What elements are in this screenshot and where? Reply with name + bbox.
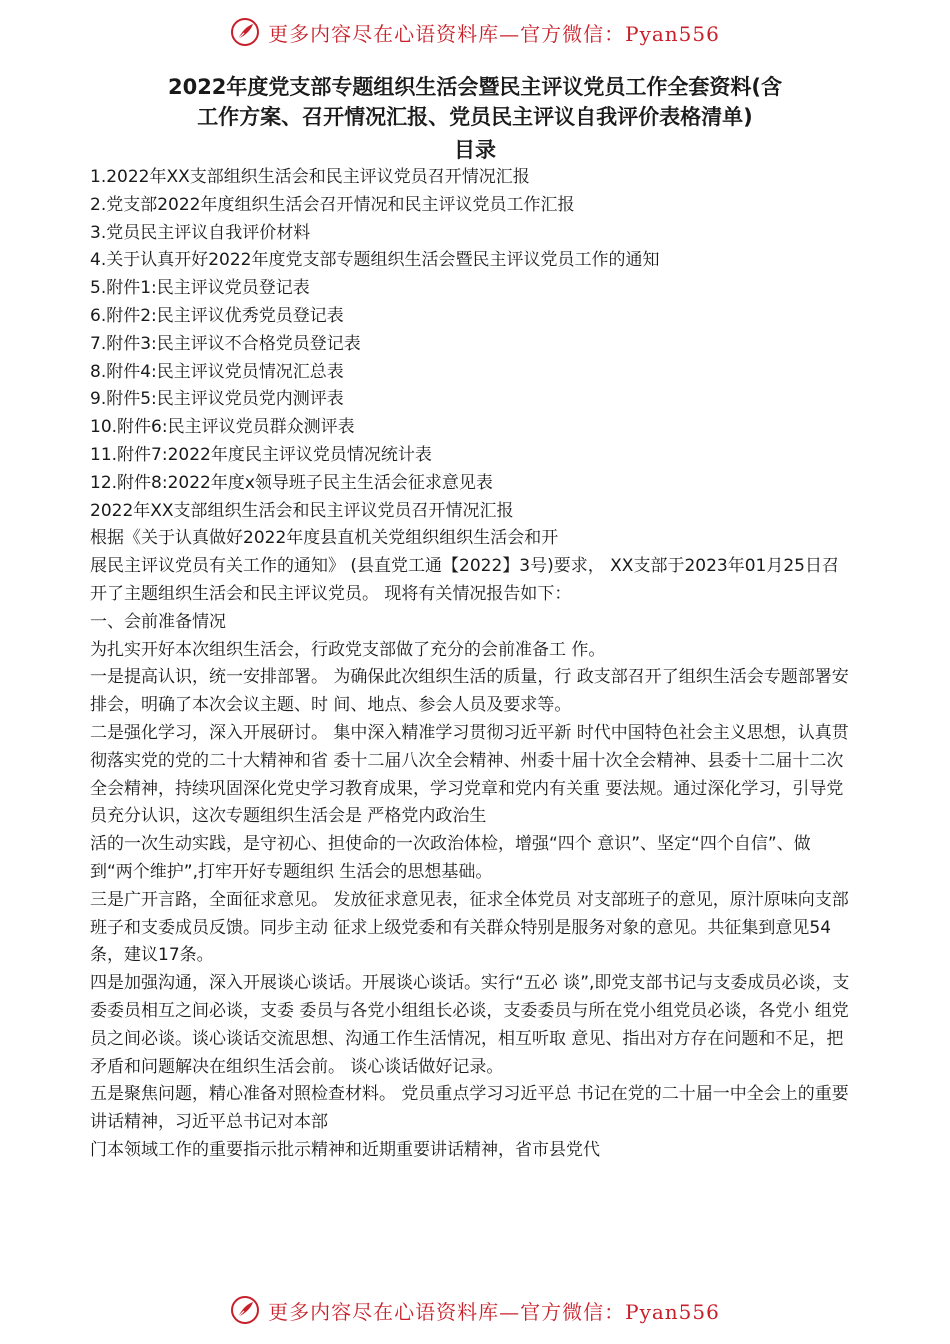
section-heading: 一、会前准备情况 bbox=[90, 611, 226, 632]
toc-item: 1.2022年XX支部组织生活会和民主评议党员召开情况汇报 bbox=[90, 167, 530, 187]
title-line-2: 工作方案、召开情况汇报、党员民主评议自我评价表格清单) bbox=[197, 105, 753, 129]
toc-item: 8.附件4:民主评议党员情况汇总表 bbox=[90, 361, 344, 382]
toc-item: 2.党支部2022年度组织生活会召开情况和民主评议党员工作汇报 bbox=[90, 194, 575, 215]
point-2-continued: 活的一次生动实践，是守初心、担使命的一次政治体检，增强“四个 意识”、坚定“四个自信”、做到“两个维护”,打牢开好专题组织 生活会的思想基础。 bbox=[90, 834, 811, 882]
point-3-paragraph: 三是广开言路，全面征求意见。 发放征求意见表，征求全体党员 对支部班子的意见，原汁原味向支部班子和支委成员反馈。同步主动 征求上级党委和有关群众特别是服务对象的意见。共征集到意见54 条，建议17条。 bbox=[90, 889, 849, 966]
toc-item: 10.附件6:民主评议党员群众测评表 bbox=[90, 417, 355, 438]
toc-item: 7.附件3:民主评议不合格党员登记表 bbox=[90, 333, 361, 354]
intro-paragraph: 展民主评议党员有关工作的通知》 (县直党工通【2022】3号)要求， XX支部于2023年01月25日召开了主题组织生活会和民主评议党员。 现将有关情况报告如下： bbox=[90, 556, 839, 604]
toc-item: 12.附件8:2022年度x领导班子民主生活会征求意见表 bbox=[90, 472, 493, 493]
banner-text: 更多内容尽在心语资料库—官方微信：Pyan556 bbox=[268, 1299, 720, 1324]
prep-paragraph: 为扎实开好本次组织生活会，行政党支部做了充分的会前准备工 作。 bbox=[90, 639, 606, 660]
toc-item: 11.附件7:2022年度民主评议党员情况统计表 bbox=[90, 444, 432, 465]
feather-pen-logo-icon bbox=[230, 1295, 260, 1325]
toc-item: 9.附件5:民主评议党员党内测评表 bbox=[90, 389, 344, 410]
document-body bbox=[90, 164, 850, 1165]
banner-text: 更多内容尽在心语资料库—官方微信：Pyan556 bbox=[268, 21, 720, 46]
document-title bbox=[60, 72, 890, 132]
toc-item: 3.党员民主评议自我评价材料 bbox=[90, 222, 311, 243]
feather-pen-logo-icon bbox=[230, 17, 260, 47]
point-1-paragraph: 一是提高认识，统一安排部署。 为确保此次组织生活的质量，行 政支部召开了组织生活会专题部署安排会，明确了本次会议主题、时 间、地点、参会人员及要求等。 bbox=[90, 667, 849, 716]
point-5-paragraph: 五是聚焦问题，精心准备对照检查材料。 党员重点学习习近平总 书记在党的二十届一中全会上的重要讲话精神，习近平总书记对本部 bbox=[90, 1084, 849, 1133]
bottom-banner bbox=[0, 1288, 950, 1332]
top-banner bbox=[0, 10, 950, 54]
toc-item: 5.附件1:民主评议党员登记表 bbox=[90, 278, 310, 299]
report-title: 2022年XX支部组织生活会和民主评议党员召开情况汇报 bbox=[90, 500, 514, 521]
intro-line: 根据《关于认真做好2022年度县直机关党组织组织生活会和开 bbox=[90, 528, 559, 549]
toc-heading: 目录 bbox=[454, 138, 496, 162]
point-4-paragraph: 四是加强沟通，深入开展谈心谈话。开展谈心谈话。实行“五必 谈”,即党支部书记与支委成员必谈，支委委员相互之间必谈，支委 委员与各党小组组长必谈，支委委员与所在党小组党员必谈，各党小 组党员之间必谈。谈心谈话交流思想、沟通工作生活情况，相互听取 意见、指出对方存在问题和不足，把矛盾和问题解决在组织生活会前。 谈心谈话做好记录。 bbox=[90, 973, 850, 1077]
toc-item: 6.附件2:民主评议优秀党员登记表 bbox=[90, 305, 344, 326]
point-5-continued: 门本领域工作的重要指示批示精神和近期重要讲话精神，省市县党代 bbox=[90, 1139, 600, 1160]
toc-item: 4.关于认真开好2022年度党支部专题组织生活会暨民主评议党员工作的通知 bbox=[90, 250, 660, 271]
point-2-paragraph: 二是强化学习，深入开展研讨。 集中深入精准学习贯彻习近平新 时代中国特色社会主义思想，认真贯彻落实党的党的二十大精神和省 委十二届八次全会精神、州委十届十次全会精神、县委十二届十二次 全会精神，持续巩固深化党史学习教育成果，学习党章和党内有关重 要法规。通过深化学习，引导党员充分认识，这次专题组织生活会是 严格党内政治生 bbox=[90, 722, 849, 827]
title-line-1: 2022年度党支部专题组织生活会暨民主评议党员工作全套资料(含 bbox=[167, 75, 783, 99]
